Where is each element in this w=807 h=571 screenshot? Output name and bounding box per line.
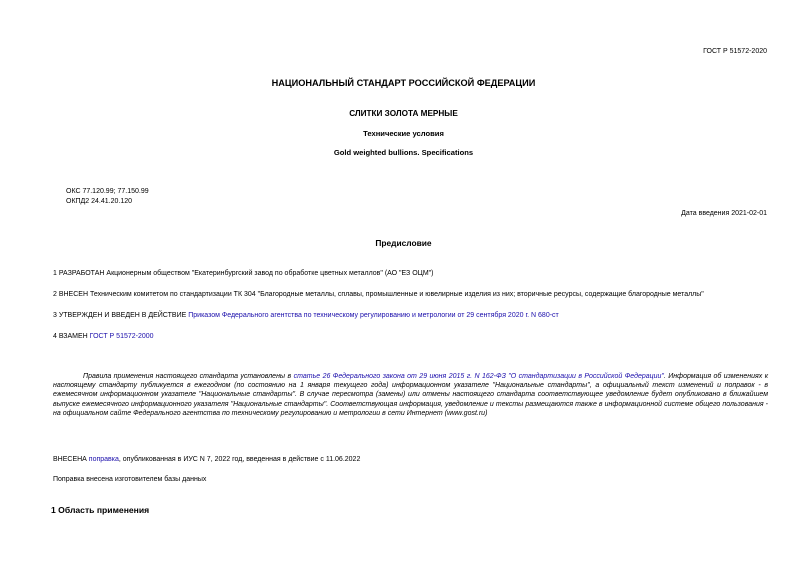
amendment-link[interactable]: поправка [88, 456, 119, 463]
standard-title-english: Gold weighted bullions. Specifications [333, 148, 474, 157]
introduction-date: Дата введения 2021-02-01 [681, 210, 767, 217]
amendment-line [53, 455, 360, 464]
standard-subtitle: Технические условия [363, 129, 444, 138]
okpd-code: ОКПД2 24.41.20.120 [66, 198, 133, 205]
amendment-note: Поправка внесена изготовителем базы данных [53, 476, 207, 483]
federal-law-link[interactable]: статье 26 Федерального закона от 29 июня 2015 г. N 162-ФЗ "О стандартизации в Российской Федерации" [293, 373, 664, 380]
foreword-item-4 [53, 332, 154, 341]
section-1-heading: 1 Область применения [51, 505, 150, 515]
foreword-item-3 [53, 311, 559, 320]
rules-paragraph [53, 372, 768, 418]
replaced-standard-link[interactable]: ГОСТ Р 51572-2000 [89, 333, 154, 340]
national-standard-heading: НАЦИОНАЛЬНЫЙ СТАНДАРТ РОССИЙСКОЙ ФЕДЕРАЦИИ [271, 78, 536, 88]
foreword-item-4-text: 4 ВЗАМЕН [53, 333, 90, 340]
document-number: ГОСТ Р 51572-2020 [703, 48, 767, 55]
rules-text-suffix: . Информация об изменениях к настоящему стандарту публикуется в ежегодном (по состоянию на 1 января текущего года) информационном указателе "Национальные стандарты", а официальный текст изменений и поправок - в ежемесячном информационном указателе "Национальные стандарты". В случае пересмотра (замены) или отмены настоящего стандарта соответствующее уведомление будет опубликовано в ближайшем выпуске ежемесячного информационного указателя "Национальные стандарты". Соответствующая информация, уведомление и тексты размещаются также в информационной системе общего пользования - на официальном сайте Федерального агентства по техническому регулированию и метрологии в сети Интернет (www.gost.ru) [53, 373, 769, 417]
standard-title: СЛИТКИ ЗОЛОТА МЕРНЫЕ [349, 109, 458, 118]
foreword-item-2: 2 ВНЕСЕН Техническим комитетом по стандартизации ТК 304 "Благородные металлы, сплавы, промышленные и ювелирные изделия из них; вторичные ресурсы, содержащие благородные металлы" [53, 291, 704, 298]
oks-code: ОКС 77.120.99; 77.150.99 [66, 188, 149, 195]
foreword-item-1: 1 РАЗРАБОТАН Акционерным обществом "Екатеринбургский завод по обработке цветных металлов" (АО "ЕЗ ОЦМ") [53, 270, 434, 277]
rules-text-prefix: Правила применения настоящего стандарта установлены в [83, 373, 294, 380]
foreword-heading: Предисловие [375, 238, 432, 248]
amendment-text-prefix: ВНЕСЕНА [53, 456, 89, 463]
order-link[interactable]: Приказом Федерального агентства по техническому регулированию и метрологии от 29 сентября 2020 г. N 680-ст [188, 312, 559, 319]
foreword-item-3-text: 3 УТВЕРЖДЕН И ВВЕДЕН В ДЕЙСТВИЕ [53, 312, 189, 319]
amendment-text-suffix: , опубликованная в ИУС N 7, 2022 год, введенная в действие с 11.06.2022 [118, 456, 361, 463]
